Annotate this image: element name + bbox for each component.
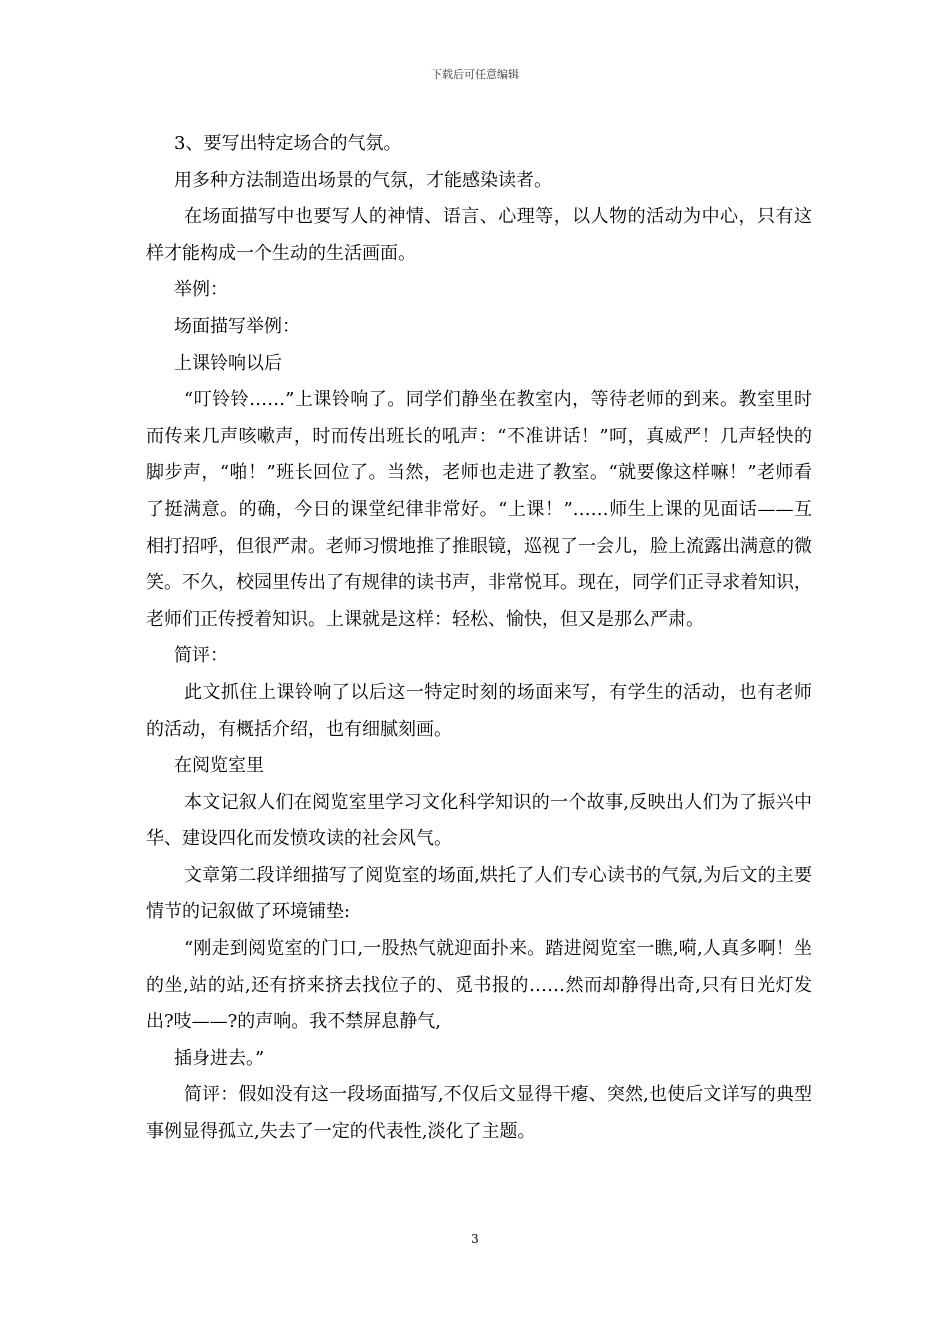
quoted-text-end: 插身进去。”	[174, 1047, 265, 1069]
example-title: 在阅览室里	[174, 755, 264, 777]
example-title: 上课铃响以后	[174, 352, 282, 374]
quoted-text: “刚走到阅览室的门口,一股热气就迎面扑来。踏进阅览室一瞧,嗬,人真多啊！坐的坐,站的站,还有挤来挤去找位子的、觅书报的……然而却静得出奇,只有日光灯发出?吱——?的声响。我不禁屏息静气,	[146, 938, 812, 1033]
paragraph: 用多种方法制造出场景的气氛，才能感染读者。	[174, 169, 552, 191]
paragraph-label: 举例：	[174, 279, 228, 301]
paragraph-section-heading: 3、要写出特定场合的气氛。	[174, 133, 402, 154]
document-body	[146, 126, 812, 1151]
paragraph: 此文抓住上课铃响了以后这一特定时刻的场面来写，有学生的活动，也有老师的活动，有概括介绍，也有细腻刻画。	[146, 681, 812, 740]
paragraph-label: 简评：	[174, 645, 228, 667]
example-text: “叮铃铃……”上课铃响了。同学们静坐在教室内，等待老师的到来。教室里时而传来几声咳嗽声，时而传出班长的吼声：“不准讲话！”呵，真威严！几声轻快的脚步声，“啪！”班长回位了。当然，老师也走进了教室。“就要像这样嘛！”老师看了挺满意。的确，今日的课堂纪律非常好。“上课！”……师生上课的见面话——互相打招呼，但很严肃。老师习惯地推了推眼镜，巡视了一会儿，脸上流露出满意的微笑。不久，校园里传出了有规律的读书声，非常悦耳。现在，同学们正寻求着知识，老师们正传授着知识。上课就是这样：轻松、愉快，但又是那么严肃。	[146, 389, 812, 630]
page-header: 下载后可任意编辑	[431, 68, 519, 81]
page-number: 3	[471, 1232, 479, 1246]
paragraph: 在场面描写中也要写人的神情、语言、心理等，以人物的活动为中心，只有这样才能构成一个生动的生活画面。	[146, 206, 812, 264]
paragraph: 本文记叙人们在阅览室里学习文化科学知识的一个故事,反映出人们为了振兴中华、建设四化而发愤攻读的社会风气。	[146, 791, 812, 850]
paragraph-label: 场面描写举例：	[174, 315, 300, 337]
paragraph: 简评：假如没有这一段场面描写,不仅后文显得干瘪、突然,也使后文详写的典型事例显得孤立,失去了一定的代表性,淡化了主题。	[146, 1084, 812, 1143]
paragraph: 文章第二段详细描写了阅览室的场面,烘托了人们专心读书的气氛,为后文的主要情节的记叙做了环境铺垫:	[146, 864, 812, 923]
